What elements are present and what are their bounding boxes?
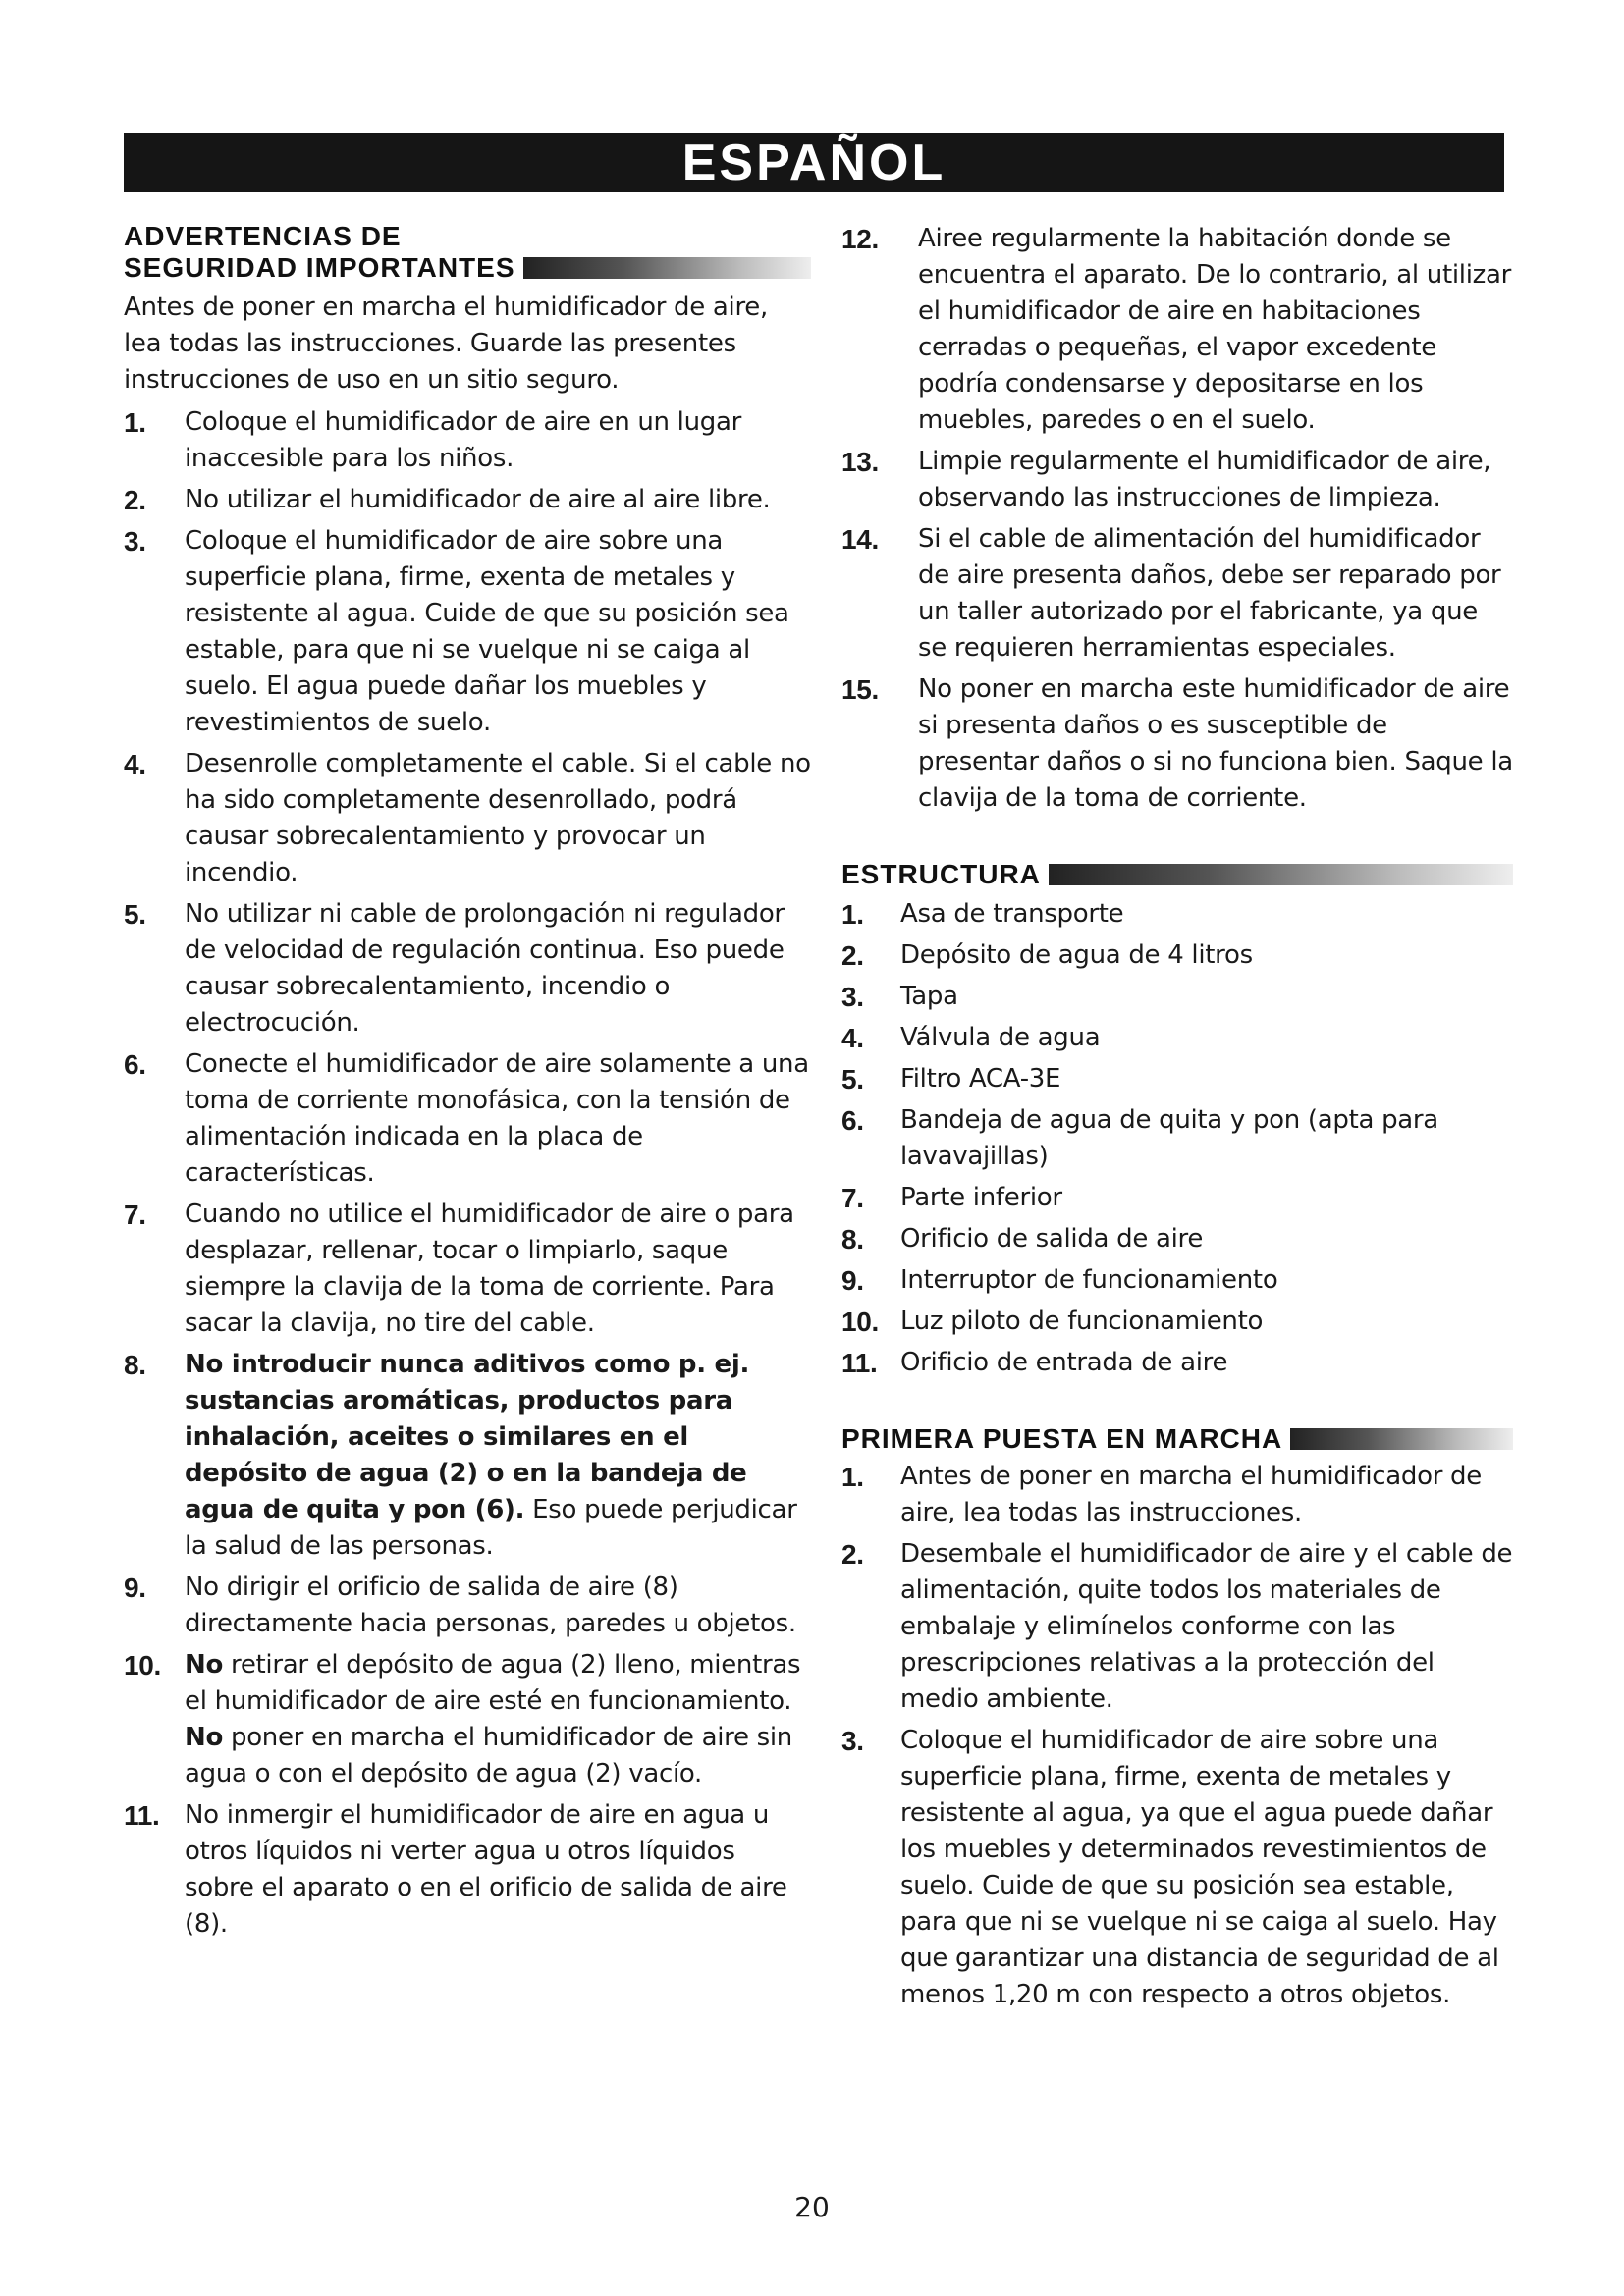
structure-heading bbox=[841, 859, 1513, 890]
list-item: 11. No inmergir el humidificador de aire en agua u otros líquidos ni verter agua u otros líquidos sobre el aparato o en el orificio de salida de aire (8). bbox=[124, 1800, 787, 1939]
list-item: 6. Conecte el humidificador de aire solamente a una toma de corriente monofásica, con la tensión de alimentación indicada en la placa de características. bbox=[124, 1049, 809, 1188]
language-banner: ESPAÑOL bbox=[124, 133, 1504, 192]
safety-intro: Antes de poner en marcha el humidificador de aire, lea todas las instrucciones. Guarde las presentes instrucciones de uso en un sitio seguro. bbox=[124, 293, 768, 395]
list-item: 6. Bandeja de agua de quita y pon (apta para lavavajillas) bbox=[841, 1105, 1438, 1171]
list-item: 2. Depósito de agua de 4 litros bbox=[841, 940, 1253, 971]
heading-bar bbox=[523, 257, 812, 279]
list-item: 14. Si el cable de alimentación del humidificador de aire presenta daños, debe ser reparado por un taller autorizado por el fabricante, ya que se requieren herramientas especiales. bbox=[841, 524, 1501, 663]
heading-bar bbox=[1290, 1428, 1513, 1450]
list-item: 9. Interruptor de funcionamiento bbox=[841, 1265, 1278, 1296]
list-item: 7. Cuando no utilice el humidificador de aire o para desplazar, rellenar, tocar o limpiarlo, saque siempre la clavija de la toma de corriente. Para sacar la clavija, no tire del cable. bbox=[124, 1200, 794, 1338]
right-column bbox=[841, 221, 1513, 2018]
safety-heading-line2: SEGURIDAD IMPORTANTES bbox=[124, 252, 515, 283]
list-item: 4. Desenrolle completamente el cable. Si el cable no ha sido completamente desenrollado, podrá causar sobrecalentamiento y provocar un incendio. bbox=[124, 749, 811, 887]
list-item: 10. No retirar el depósito de agua (2) lleno, mientras el humidificador de aire esté en funcionamiento. No poner en marcha el humidificador de aire sin agua o con el depósito de agua (2) vacío. bbox=[124, 1650, 801, 1789]
safety-heading-line1: ADVERTENCIAS DE bbox=[124, 221, 402, 251]
list-item: 8. Orificio de salida de aire bbox=[841, 1224, 1204, 1255]
list-item: 5. Filtro ACA-3E bbox=[841, 1064, 1061, 1095]
list-item: 2. No utilizar el humidificador de aire al aire libre. bbox=[124, 485, 771, 515]
startup-list bbox=[841, 1459, 1513, 2013]
list-item: 5. No utilizar ni cable de prolongación ni regulador de velocidad de regulación continua. Eso puede causar sobrecalentamiento, incendio o electrocución. bbox=[124, 899, 785, 1038]
structure-heading-text: ESTRUCTURA bbox=[841, 859, 1041, 889]
safety-heading bbox=[124, 221, 811, 284]
list-item: 1. Asa de transporte bbox=[841, 899, 1124, 930]
left-column bbox=[124, 221, 811, 1948]
list-item: 11. Orificio de entrada de aire bbox=[841, 1348, 1228, 1378]
list-item: 3. Coloque el humidificador de aire sobre una superficie plana, firme, exenta de metales y resistente al agua, ya que el agua puede dañar los muebles y determinados revestimientos de suelo. Cuide de que su posición sea estable, para que ni se vuelque ni se caiga al suelo. Hay que garantizar una distancia de seguridad de al menos 1,20 m con respecto a otros objetos. bbox=[841, 1726, 1499, 2009]
warning-bold-text: No introducir nunca aditivos como p. ej. sustancias aromáticas, productos para inhalación, aceites o similares en el depósito de agua (2) o en la bandeja de agua de quita y pon (6). bbox=[185, 1350, 750, 1524]
safety-list bbox=[124, 404, 811, 1943]
list-item: 1. Coloque el humidificador de aire en un lugar inaccesible para los niños. bbox=[124, 407, 742, 473]
list-item: 7. Parte inferior bbox=[841, 1183, 1062, 1213]
list-item: 4. Válvula de agua bbox=[841, 1023, 1101, 1053]
list-item: 10. Luz piloto de funcionamiento bbox=[841, 1307, 1264, 1337]
list-item: 2. Desembale el humidificador de aire y el cable de alimentación, quite todos los materiales de embalaje y elimínelos conforme con las prescripciones relativas a la protección del medio ambiente. bbox=[841, 1539, 1513, 1714]
list-item: 3. Coloque el humidificador de aire sobre una superficie plana, firme, exenta de metales y resistente al agua. Cuide de que su posición sea estable, para que ni se vuelque ni se caiga al suelo. El agua puede dañar los muebles y revestimientos de suelo. bbox=[124, 526, 789, 737]
structure-list bbox=[841, 896, 1513, 1381]
heading-bar bbox=[1049, 864, 1513, 885]
startup-heading-text: PRIMERA PUESTA EN MARCHA bbox=[841, 1423, 1283, 1454]
startup-heading bbox=[841, 1423, 1513, 1455]
list-item: 13. Limpie regularmente el humidificador de aire, observando las instrucciones de limpieza. bbox=[841, 447, 1491, 512]
list-item: 3. Tapa bbox=[841, 982, 958, 1012]
list-item: 12. Airee regularmente la habitación donde se encuentra el aparato. De lo contrario, al utilizar el humidificador de aire en habitaciones cerradas o pequeñas, el vapor excedente podría condensarse y depositarse en los muebles, paredes o en el suelo. bbox=[841, 224, 1512, 435]
list-item: 1. Antes de poner en marcha el humidificador de aire, lea todas las instrucciones. bbox=[841, 1462, 1482, 1527]
list-item: 15. No poner en marcha este humidificador de aire si presenta daños o es susceptible de presentar daños o si no funciona bien. Saque la clavija de la toma de corriente. bbox=[841, 674, 1513, 813]
safety-list-continued bbox=[841, 221, 1513, 817]
list-item: 9. No dirigir el orificio de salida de aire (8) directamente hacia personas, paredes u objetos. bbox=[124, 1573, 796, 1638]
list-item: 8. No introducir nunca aditivos como p. ej. sustancias aromáticas, productos para inhalación, aceites o similares en el depósito de agua (2) o en la bandeja de agua de quita y pon (6). Eso puede perjudicar la salud de las personas. bbox=[124, 1350, 797, 1561]
page-number: 20 bbox=[794, 2191, 830, 2223]
